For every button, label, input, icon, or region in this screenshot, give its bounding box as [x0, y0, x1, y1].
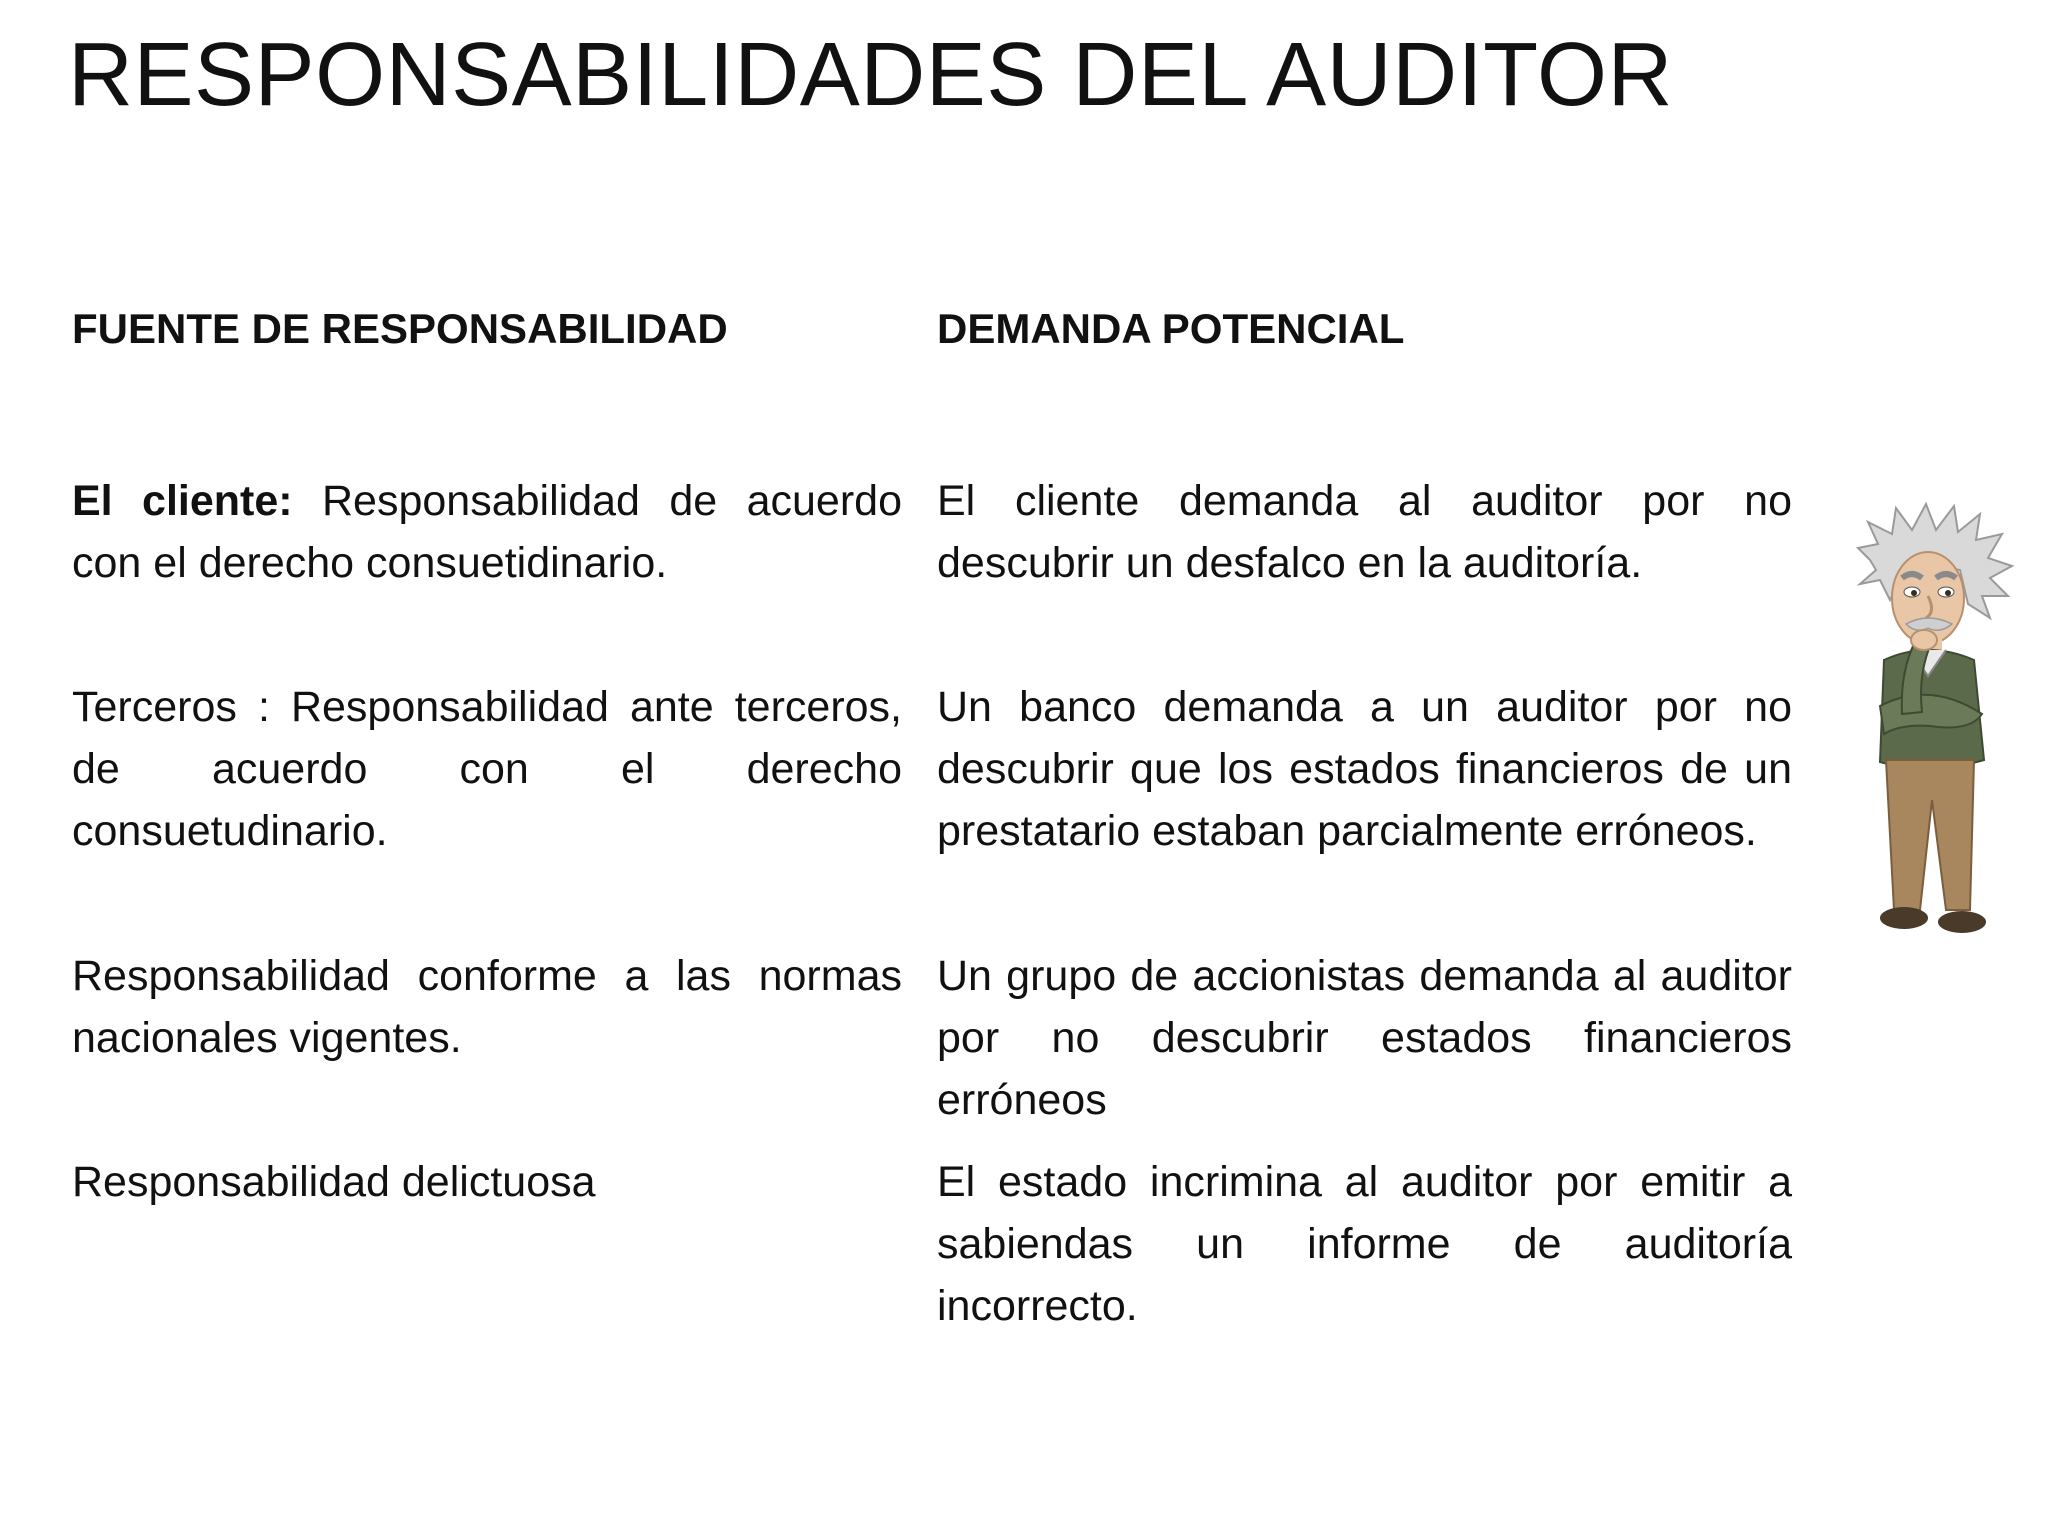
slide-title: RESPONSABILIDADES DEL AUDITOR: [68, 25, 1673, 125]
source-lead: El cliente:: [72, 477, 293, 525]
source-text: Responsabilidad de acuerdo con el derecho consuetidinario.: [72, 477, 902, 587]
source-cell-third-parties: Terceros : Responsabilidad ante terceros, de acuerdo con el derecho consuetudinario.: [72, 683, 902, 855]
column-header-demand: DEMANDA POTENCIAL: [937, 305, 1405, 352]
thinking-professor-icon: [1850, 500, 2020, 960]
demand-cell-client: El cliente demanda al auditor por no descubrir un desfalco en la auditoría.: [937, 477, 1792, 587]
demand-cell-shareholders: Un grupo de accionistas demanda al auditor por no descubrir estados financieros erróneos: [937, 952, 1792, 1124]
source-cell-client: [72, 470, 902, 594]
demand-cell-state: El estado incrimina al auditor por emitir a sabiendas un informe de auditoría incorrecto.: [937, 1158, 1792, 1330]
source-cell-criminal: Responsabilidad delictuosa: [72, 1158, 596, 1206]
source-cell-national-norms: Responsabilidad conforme a las normas nacionales vigentes.: [72, 952, 902, 1062]
column-header-source: FUENTE DE RESPONSABILIDAD: [72, 305, 728, 352]
demand-cell-bank: Un banco demanda a un auditor por no descubrir que los estados financieros de un prestatario estaban parcialmente erróneos.: [937, 683, 1792, 855]
